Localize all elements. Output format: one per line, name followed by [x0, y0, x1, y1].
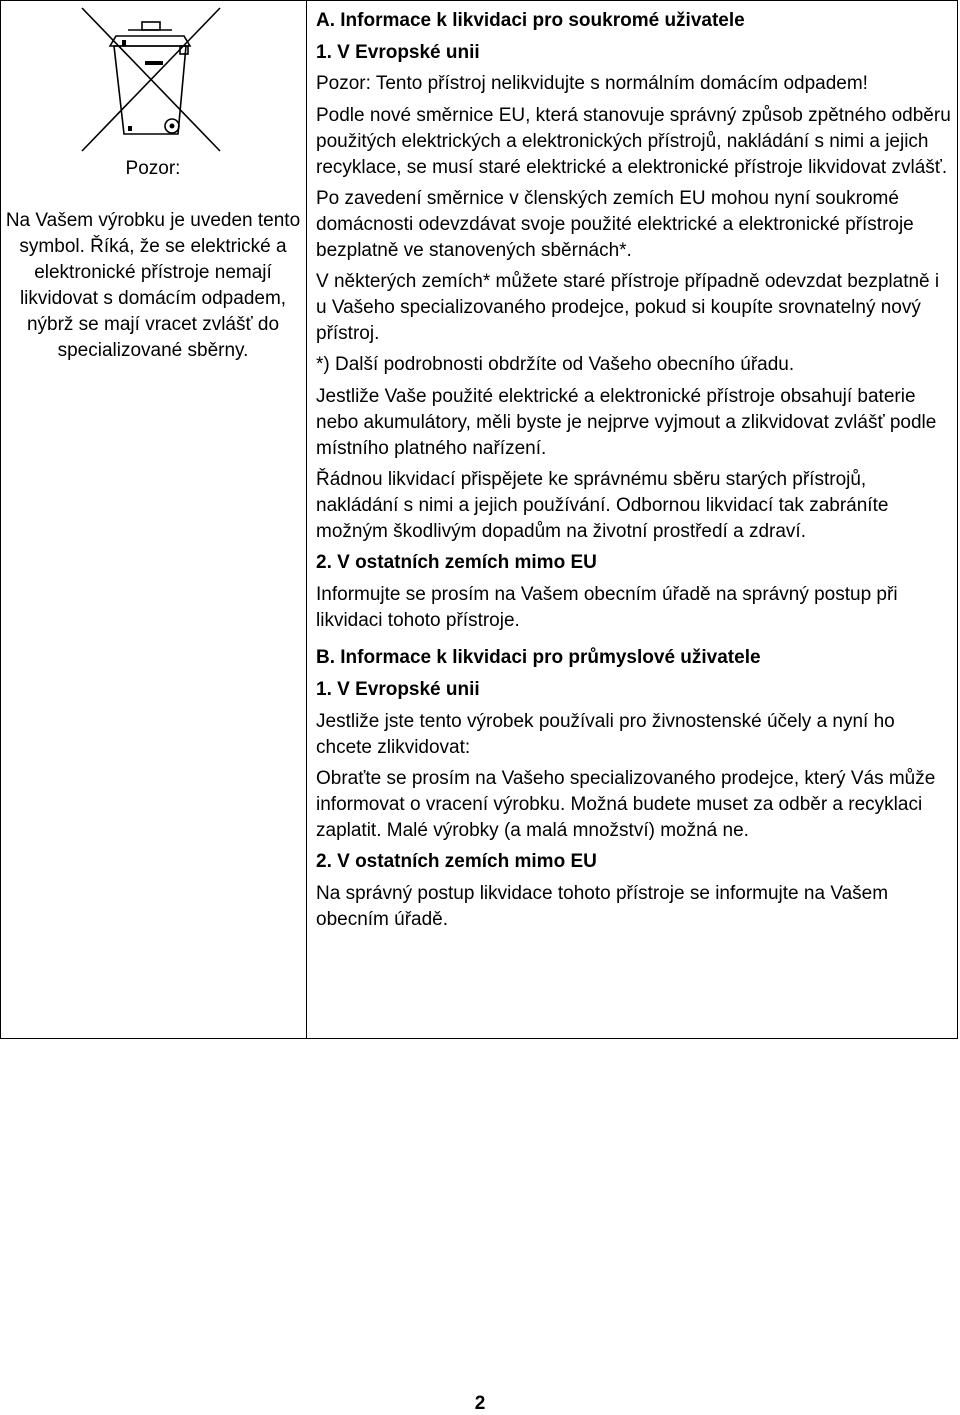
section-a-footnote: *) Další podrobnosti obdržíte od Vašeho obecního úřadu.: [316, 354, 795, 376]
section-a-paragraph: Jestliže Vaše použité elektrické a elektronické přístroje obsahují baterie nebo akumulátory, měli byste je nejprve vyjmout a zlikvidovat zvlášť podle místního platného nařízení.: [316, 386, 937, 459]
section-a-paragraph: V některých zemích* můžete staré přístroje případně odevzdat bezplatně i u Vašeho specializovaného prodejce, pokud si koupíte srovnatelný nový přístroj.: [316, 271, 940, 344]
section-a-eu-heading: 1. V Evropské unii: [316, 41, 480, 63]
page-number: 2: [474, 1393, 486, 1414]
crossed-out-wheelie-bin-icon: [80, 6, 222, 156]
section-a-non-eu-heading: 2. V ostatních zemích mimo EU: [316, 552, 597, 574]
section-b-paragraph: Jestliže jste tento výrobek používali pro živnostenské účely a nyní ho chcete zlikvidovat:: [316, 710, 895, 758]
left-column: [0, 0, 306, 1039]
section-a-paragraph: Po zavedení směrnice v členských zemích EU mohou nyní soukromé domácnosti odevzdávat svoje použité elektrické a elektronické přístroje bezplatně ve stanovených sběrnách*.: [316, 188, 914, 261]
symbol-explanation: Na Vašem výrobku je uveden tento symbol. Říká, že se elektrické a elektronické přístroje nemají likvidovat s domácím odpadem, nýbrž se mají vracet zvlášť do specializované sběrny.: [5, 210, 301, 361]
warning-title: Pozor:: [125, 158, 181, 179]
section-b-heading: B. Informace k likvidaci pro průmyslové uživatele: [316, 647, 761, 669]
section-a-heading: A. Informace k likvidaci pro soukromé uživatele: [316, 10, 745, 31]
section-a-paragraph: Informujte se prosím na Vašem obecním úřadě na správný postup při likvidaci tohoto přístroje.: [316, 584, 898, 631]
section-b-non-eu-heading: 2. V ostatních zemích mimo EU: [316, 851, 597, 873]
section-a-paragraph: Podle nové směrnice EU, která stanovuje správný způsob zpětného odběru použitých elektrických a elektronických přístrojů, nakládání s nimi a jejich recyklace, se musí staré elektrické a elektronické přístroje likvidovat zvlášť.: [316, 105, 951, 178]
section-a-paragraph: Řádnou likvidací přispějete ke správnému sběru starých přístrojů, nakládání s nimi a jejich používání. Odbornou likvidací tak zabráníte možným škodlivým dopadům na životní prostředí a zdraví.: [316, 469, 889, 542]
right-column: [316, 8, 952, 939]
section-b-paragraph: Obraťte se prosím na Vašeho specializovaného prodejce, který Vás může informovat o vracení výrobku. Možná budete muset za odběr a recyklaci zaplatit. Malé výrobky (a malá množství) možná ne.: [316, 768, 936, 841]
column-divider: [306, 0, 307, 1039]
section-b-paragraph: Na správný postup likvidace tohoto přístroje se informujte na Vašem obecním úřadě.: [316, 883, 889, 930]
section-a-paragraph: Pozor: Tento přístroj nelikvidujte s normálním domácím odpadem!: [316, 73, 868, 95]
section-b-eu-heading: 1. V Evropské unii: [316, 679, 480, 701]
